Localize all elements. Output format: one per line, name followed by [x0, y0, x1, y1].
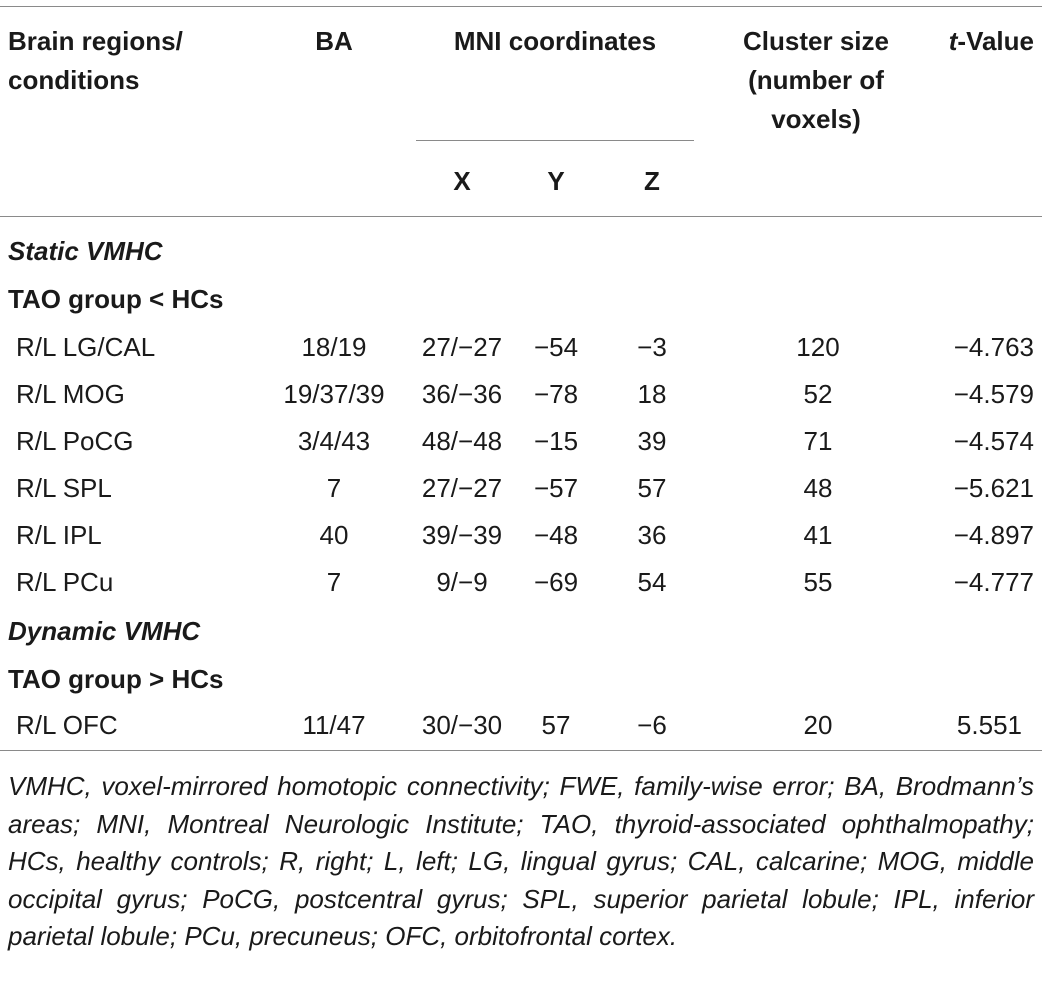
row-ba: 11/47 [302, 710, 366, 740]
mni-underline [416, 140, 694, 141]
section-title: Dynamic VMHC [8, 616, 201, 646]
row-x: 27/−27 [421, 332, 503, 362]
row-ba: 7 [326, 567, 342, 597]
row-region: R/L MOG [16, 379, 125, 409]
row-cluster: 20 [803, 710, 833, 740]
header-cluster: Cluster size (number of voxels) [743, 26, 889, 134]
section-title: Static VMHC [8, 236, 163, 266]
row-ba: 3/4/43 [297, 426, 371, 456]
row-x: 9/−9 [436, 567, 488, 597]
row-z: 18 [637, 379, 667, 409]
row-region: R/L PoCG [16, 426, 134, 456]
row-t: −4.777 [953, 567, 1034, 597]
row-t: −5.621 [953, 473, 1034, 503]
row-y: −57 [533, 473, 579, 503]
row-y: −15 [533, 426, 579, 456]
row-t: −4.574 [953, 426, 1034, 456]
header-t-value [900, 22, 1034, 61]
row-region: R/L IPL [16, 520, 102, 550]
row-cluster: 41 [803, 520, 833, 550]
row-t: −4.579 [953, 379, 1034, 409]
row-z: −3 [637, 332, 667, 362]
header-y: Y [547, 166, 565, 196]
row-cluster: 71 [803, 426, 833, 456]
row-region: R/L OFC [16, 710, 118, 740]
header-bottom-rule [0, 216, 1042, 217]
row-y: −69 [533, 567, 579, 597]
row-y: 57 [541, 710, 571, 740]
row-z: −6 [637, 710, 667, 740]
row-cluster: 52 [803, 379, 833, 409]
row-z: 36 [637, 520, 667, 550]
row-x: 39/−39 [421, 520, 503, 550]
header-mni: MNI coordinates [453, 26, 657, 56]
bottom-rule [0, 750, 1042, 751]
row-y: −54 [533, 332, 579, 362]
row-y: −48 [533, 520, 579, 550]
row-cluster: 55 [803, 567, 833, 597]
row-z: 57 [637, 473, 667, 503]
row-z: 54 [637, 567, 667, 597]
header-x: X [453, 166, 471, 196]
row-ba: 40 [319, 520, 349, 550]
row-x: 27/−27 [421, 473, 503, 503]
header-t-suffix: -Value [957, 26, 1034, 56]
row-x: 48/−48 [421, 426, 503, 456]
group-label: TAO group > HCs [8, 664, 224, 694]
top-rule [0, 6, 1042, 7]
row-y: −78 [533, 379, 579, 409]
row-z: 39 [637, 426, 667, 456]
row-x: 30/−30 [421, 710, 503, 740]
row-region: R/L SPL [16, 473, 112, 503]
row-ba: 19/37/39 [283, 379, 385, 409]
row-x: 36/−36 [421, 379, 503, 409]
row-ba: 18/19 [301, 332, 367, 362]
header-region: Brain regions/ conditions [8, 26, 183, 95]
header-t-italic: t [948, 26, 958, 56]
row-region: R/L LG/CAL [16, 332, 156, 362]
row-cluster: 120 [796, 332, 840, 362]
row-t: 5.551 [956, 710, 1022, 740]
group-label: TAO group < HCs [8, 284, 224, 314]
header-z: Z [644, 166, 660, 196]
header-ba: BA [315, 26, 353, 56]
row-t: −4.897 [953, 520, 1034, 550]
row-region: R/L PCu [16, 567, 114, 597]
row-t: −4.763 [953, 332, 1034, 362]
row-ba: 7 [326, 473, 342, 503]
row-cluster: 48 [803, 473, 833, 503]
table-footnote: VMHC, voxel-mirrored homotopic connectivity; FWE, family-wise error; BA, Brodmann’s areas; MNI, Montreal Neurologic Institute; TAO, thyroid-associated ophthalmopathy; HCs, healthy controls; R, right; L, left; LG, lingual gyrus; CAL, calcarine; MOG, middle occipital gyrus; PoCG, postcentral gyrus; SPL, superior parietal lobule; IPL, inferior parietal lobule; PCu, precuneus; OFC, orbitofrontal cortex. [8, 771, 1034, 951]
